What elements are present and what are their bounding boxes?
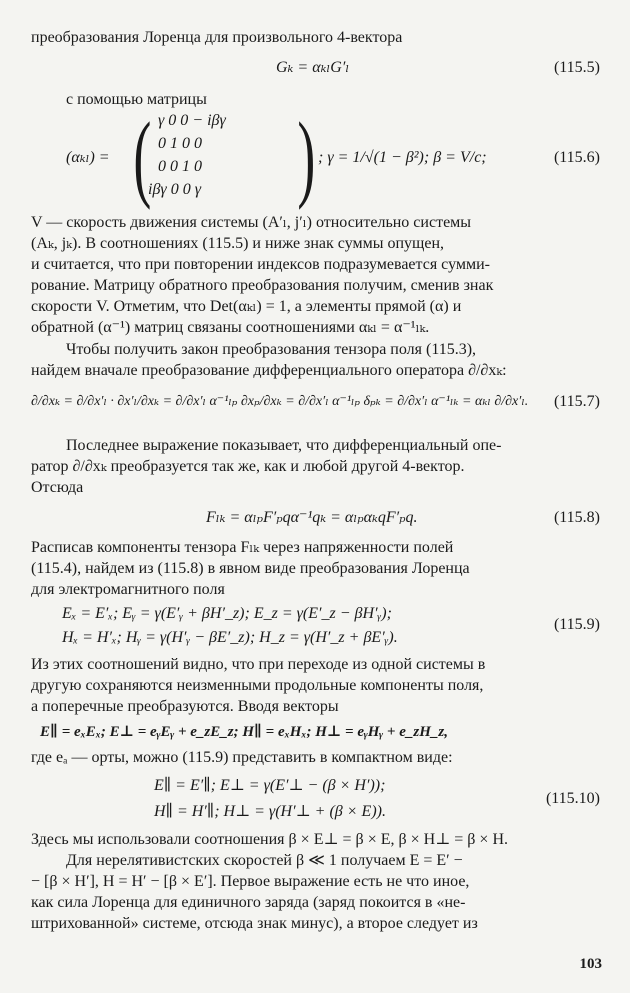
equation-number: (115.10) [545, 790, 600, 807]
equation-number: (115.7) [553, 393, 600, 410]
text-line: обратной (α⁻¹) матриц связаны соотношениями αₖₗ = α⁻¹ₗₖ. [31, 319, 430, 336]
page-number: 103 [579, 956, 602, 972]
gamma-definition: ; γ = 1/√(1 − β²); β = V/c; [318, 149, 487, 166]
text-line: где eₐ — орты, можно (115.9) представить в компактном виде: [31, 749, 453, 766]
text-line: ратор ∂/∂xₖ преобразуется так же, как и любой другой 4-вектор. [31, 458, 465, 475]
text-line: и считается, что при повторении индексов подразумевается сумми- [31, 256, 490, 273]
text-line: преобразования Лоренца для произвольного 4-вектора [31, 29, 403, 46]
text-line: скорости V. Отметим, что Det(αₖₗ) = 1, а элементы прямой (α) и [31, 298, 462, 315]
text-line: штрихованной» системе, отсюда знак минус), а второе следует из [31, 915, 478, 932]
text-line: с помощью матрицы [66, 91, 207, 108]
text-line: Для нерелятивистских скоростей β ≪ 1 получаем E = E′ − [66, 852, 463, 869]
equation-vectors: E∥ = eₓEₓ; E⊥ = eᵧEᵧ + e_zE_z; H∥ = eₓHₓ; H⊥ = eᵧHᵧ + e_zH_z, [40, 724, 448, 740]
text-line: Из этих соотношений видно, что при переходе из одной системы в [31, 656, 486, 673]
equation-115-8: Fₗₖ = αₗₚF′ₚqα⁻¹qₖ = αₗₚαₖqF′ₚq. [206, 509, 418, 526]
matrix-row: γ 0 0 − iβγ [158, 112, 226, 129]
equation-115-7: ∂/∂xₖ = ∂/∂x′ₗ · ∂x′ₗ/∂xₖ = ∂/∂x′ₗ α⁻¹ₗₚ ∂xₚ/∂xₖ = ∂/∂x′ₗ α⁻¹ₗₚ δₚₖ = ∂/∂x′ₗ α⁻¹ₗₖ = αₖₗ ∂/∂x′ₗ. [31, 394, 529, 409]
matrix-row: 0 0 1 0 [158, 158, 202, 175]
text-line: для электромагнитного поля [31, 581, 225, 598]
equation-115-10a: E∥ = E′∥; E⊥ = γ(E′⊥ − (β × H′)); [154, 777, 386, 794]
text-line: как сила Лоренца для единичного заряда (заряд покоится в «не- [31, 894, 466, 911]
left-paren: ( [133, 103, 152, 211]
text-line: а поперечные преобразуются. Вводя векторы [31, 698, 339, 715]
text-line: Отсюда [31, 479, 84, 496]
text-line: рование. Матрицу обратного преобразования получим, сменив знак [31, 277, 494, 294]
equation-115-5: Gₖ = αₖₗG′ₗ [276, 59, 350, 76]
text-line: V — скорость движения системы (A′ₗ, j′ₗ) относительно системы [31, 214, 472, 231]
text-line: (115.4), найдем из (115.8) в явном виде преобразования Лоренца [31, 560, 470, 577]
equation-115-9b: Hₓ = H′ₓ; Hᵧ = γ(H′ᵧ − βE′_z); H_z = γ(H′_z + βE′ᵧ). [62, 629, 398, 646]
text-line: Расписав компоненты тензора Fₗₖ через напряженности полей [31, 539, 454, 556]
equation-number: (115.5) [553, 59, 600, 76]
equation-number: (115.6) [553, 149, 600, 166]
matrix-lhs: (αₖₗ) = [66, 149, 110, 166]
text-line: найдем вначале преобразование дифференциального оператора ∂/∂xₖ: [31, 362, 507, 379]
matrix-row: 0 1 0 0 [158, 135, 202, 152]
matrix [133, 103, 330, 211]
matrix-row: iβγ 0 0 γ [148, 181, 202, 198]
equation-115-10b: H∥ = H′∥; H⊥ = γ(H′⊥ + (β × E)). [154, 803, 386, 820]
text-line: − [β × H′], H = H′ − [β × E′]. Первое выражение есть не что иное, [31, 873, 470, 890]
equation-number: (115.8) [553, 509, 600, 526]
text-line: (Aₖ, jₖ). В соотношениях (115.5) и ниже знак суммы опущен, [31, 235, 445, 252]
equation-number: (115.9) [553, 616, 600, 633]
text-line: Здесь мы использовали соотношения β × E⊥ = β × E, β × H⊥ = β × H. [31, 831, 508, 848]
equation-115-9a: Eₓ = E′ₓ; Eᵧ = γ(E′ᵧ + βH′_z); E_z = γ(E′_z − βH′ᵧ); [62, 605, 392, 622]
text-line: другую сохраняются неизменными продольные компоненты поля, [31, 677, 484, 694]
right-paren: ) [297, 103, 316, 211]
text-line: Последнее выражение показывает, что дифференциальный опе- [66, 437, 502, 454]
text-line: Чтобы получить закон преобразования тензора поля (115.3), [66, 341, 477, 358]
